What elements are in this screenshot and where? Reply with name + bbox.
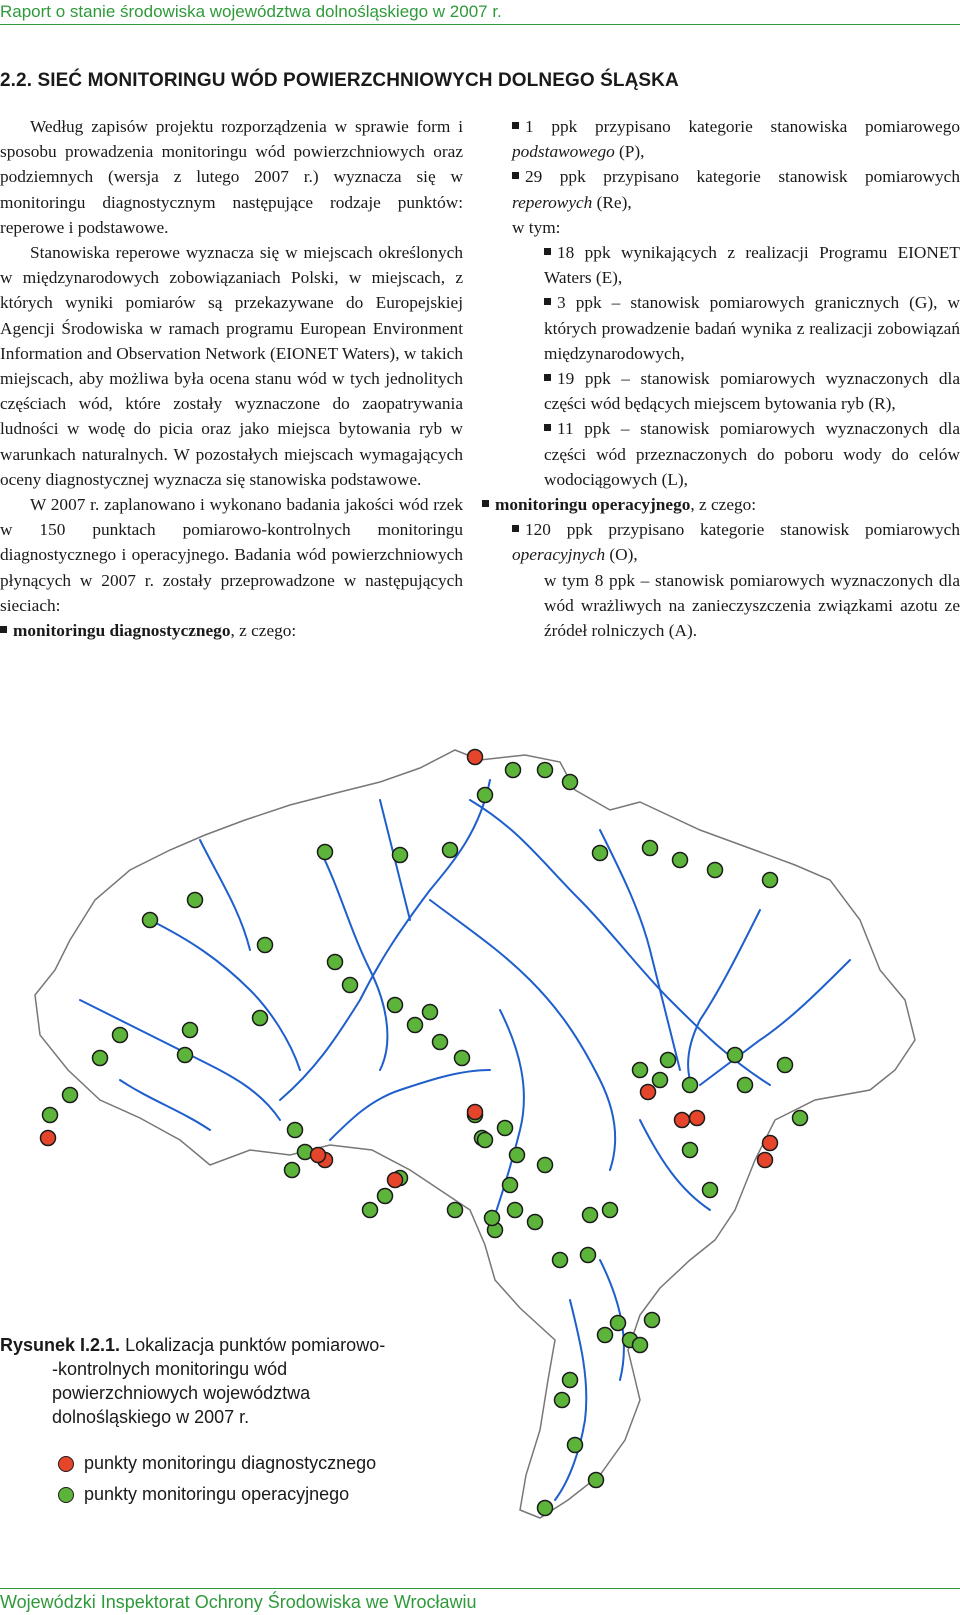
- operational-point: [589, 1473, 604, 1488]
- bullet-diagnostic-monitoring: [0, 618, 463, 643]
- bullet-basic-code: (P),: [614, 142, 645, 162]
- legend-operational-label: punkty monitoringu operacyjnego: [84, 1484, 350, 1504]
- bullet-operational-text: 120 ppk przypisano kategorie stanowisk pomiarowych: [525, 520, 960, 540]
- river: [640, 1120, 710, 1210]
- bullet-square-icon: [512, 525, 519, 532]
- operational-point: [285, 1163, 300, 1178]
- sub-bullet-water-supply: [500, 416, 960, 492]
- operational-point: [188, 893, 203, 908]
- bullet-square-icon: [512, 122, 519, 129]
- operational-point: [288, 1123, 303, 1138]
- sub-bullet-water-supply-text: 11 ppk – stanowisk pomiarowych wyznaczonych dla części wód przeznaczonych do poboru wody do celów wodociągowych (L),: [544, 419, 960, 489]
- operational-point: [645, 1313, 660, 1328]
- operational-point: [603, 1203, 618, 1218]
- operational-point: [443, 843, 458, 858]
- bullet-square-icon: [544, 248, 551, 255]
- operational-point: [506, 763, 521, 778]
- operational-point: [448, 1203, 463, 1218]
- operational-point: [598, 1328, 613, 1343]
- left-column: [0, 114, 463, 643]
- in-which-label: w tym:: [512, 217, 561, 237]
- operational-point: [633, 1063, 648, 1078]
- operational-point: [683, 1078, 698, 1093]
- bullet-square-icon: [544, 374, 551, 381]
- river: [120, 1080, 210, 1130]
- operational-point: [258, 938, 273, 953]
- operational-point: [343, 978, 358, 993]
- diagnostic-point: [468, 750, 483, 765]
- sub-bullet-eionet-text: 18 ppk wynikających z realizacji Programu EIONET Waters (E),: [544, 243, 960, 288]
- operational-point: [43, 1108, 58, 1123]
- operational-point: [503, 1178, 518, 1193]
- running-footer: Wojewódzki Inspektorat Ochrony Środowiska we Wrocławiu: [0, 1592, 477, 1612]
- operational-point: [555, 1393, 570, 1408]
- bullet-operational-monitoring: [482, 492, 960, 517]
- bullet-square-icon: [544, 424, 551, 431]
- operational-point: [661, 1053, 676, 1068]
- operational-point: [253, 1011, 268, 1026]
- diagnostic-point: [468, 1105, 483, 1120]
- right-column: [495, 114, 960, 643]
- operational-point: [633, 1338, 648, 1353]
- operational-point: [143, 913, 158, 928]
- operational-point: [378, 1189, 393, 1204]
- monitoring-map-graphic: [0, 740, 960, 1570]
- operational-point: [363, 1203, 378, 1218]
- bullet-basic-emphasis: podstawowego: [512, 142, 615, 162]
- map-legend: [58, 1448, 376, 1510]
- operational-point: [388, 998, 403, 1013]
- operational-point: [643, 841, 658, 856]
- operational-point: [408, 1018, 423, 1033]
- bullet-operational-title: monitoringu operacyjnego: [495, 495, 691, 515]
- operational-point: [683, 1143, 698, 1158]
- operational-point: [178, 1048, 193, 1063]
- bullet-reference-text: 29 ppk przypisano kategorie stanowisk pomiarowych: [525, 167, 960, 187]
- bullet-square-icon: [544, 298, 551, 305]
- operational-point: [508, 1203, 523, 1218]
- legend-diagnostic-label: punkty monitoringu diagnostycznego: [84, 1453, 377, 1473]
- operational-point: [433, 1035, 448, 1050]
- operational-point: [763, 873, 778, 888]
- bullet-reference-sites: [500, 164, 960, 214]
- operational-point: [568, 1438, 583, 1453]
- operational-point: [538, 1158, 553, 1173]
- river: [330, 1070, 490, 1140]
- operational-point: [793, 1111, 808, 1126]
- operational-point: [563, 1373, 578, 1388]
- bullet-square-icon: [482, 500, 489, 507]
- river: [600, 830, 680, 1070]
- sub-bullet-border-text: 3 ppk – stanowisk pomiarowych granicznych (G), w których prowadzenie badań wynika z realizacji zobowiązań międzynarodowych,: [544, 293, 960, 363]
- bullet-diagnostic-title: monitoringu diagnostycznego: [13, 621, 231, 641]
- operational-point: [498, 1121, 513, 1136]
- operational-point: [778, 1058, 793, 1073]
- operational-point: [93, 1051, 108, 1066]
- legend-item-operational: [58, 1479, 376, 1510]
- operational-nitrate-note: w tym 8 ppk – stanowisk pomiarowych wyznaczonych dla wód wrażliwych na zanieczyszczenia związkami azotu ze źródeł rolniczych (A).: [544, 570, 960, 641]
- paragraph-2007-survey: W 2007 r. zaplanowano i wykonano badania jakości wód rzek w 150 punktach pomiarowo-kontrolnych monitoringu diagnostycznego i operacyjnego. Badania wód powierzchniowych płynących w 2007 r. zostały przeprowadzone w następujących sieciach:: [0, 495, 463, 615]
- sub-bullet-fish: [500, 366, 960, 416]
- bullet-square-icon: [512, 172, 519, 179]
- running-header: Raport o stanie środowiska województwa dolnośląskiego w 2007 r.: [0, 2, 502, 21]
- caption-line-2: -kontrolnych monitoringu wód: [52, 1359, 288, 1379]
- header-rule: [0, 24, 960, 25]
- diagnostic-point: [311, 1148, 326, 1163]
- operational-point: [113, 1028, 128, 1043]
- sub-bullet-border: [500, 290, 960, 366]
- sub-bullet-eionet: [500, 240, 960, 290]
- operational-point: [485, 1211, 500, 1226]
- section-heading: 2.2. SIEĆ MONITORINGU WÓD POWIERZCHNIOWYCH DOLNEGO ŚLĄSKA: [0, 70, 679, 91]
- river: [200, 840, 250, 950]
- operational-point: [510, 1148, 525, 1163]
- paragraph-intro: Według zapisów projektu rozporządzenia w sprawie form i sposobu prowadzenia monitoringu wód powierzchniowych oraz podziemnych (wersja z lutego 2007 r.) wyznacza się w monitoringu diagnostycznym następujące rodzaje punktów: reperowe i podstawowe.: [0, 117, 463, 237]
- footer-rule: [0, 1588, 960, 1589]
- operational-point: [423, 1005, 438, 1020]
- operational-point: [478, 788, 493, 803]
- operational-point: [583, 1208, 598, 1223]
- diagnostic-point: [758, 1153, 773, 1168]
- bullet-reference-emphasis: reperowych: [512, 192, 593, 212]
- river: [700, 960, 850, 1085]
- bullet-diagnostic-suffix: , z czego:: [230, 621, 297, 641]
- bullet-reference-code: (Re),: [592, 192, 632, 212]
- bullet-basic-text: 1 ppk przypisano kategorie stanowiska pomiarowego: [525, 117, 960, 136]
- paragraph-reference-sites: Stanowiska reperowe wyznacza się w miejscach określonych w międzynarodowych zobowiązaniach Polski, w miejscach, z których wyniki pomiarów są przekazywane do Europejskiej Agencji Środowiska w ramach programu European Environment Information and Observation Network (EIONET Waters), w takich miejscach, aby możliwa była ocena stanu wód w tych jednolitych częściach wód, które zostały wyznaczone do zaopatrywania ludności w wodę do picia oraz jako miejsca bytowania ryb w warunkach naturalnych. W pozostałych miejscach wymagających oceny diagnostycznej wyznacza się stanowiska podstawowe.: [0, 243, 463, 489]
- operational-point: [611, 1316, 626, 1331]
- bullet-operational-code: (O),: [605, 545, 638, 565]
- operational-point: [703, 1183, 718, 1198]
- operational-point: [538, 1501, 553, 1516]
- caption-line-4: dolnośląskiego w 2007 r.: [52, 1407, 250, 1427]
- legend-diagnostic-dot-icon: [58, 1456, 74, 1472]
- operational-point: [738, 1078, 753, 1093]
- operational-point: [538, 763, 553, 778]
- diagnostic-point: [763, 1136, 778, 1151]
- bullet-basic-sites: [500, 114, 960, 164]
- diagnostic-point: [641, 1085, 656, 1100]
- operational-point: [653, 1073, 668, 1088]
- caption-line-1: Lokalizacja punktów pomiarowo-: [120, 1335, 386, 1355]
- river: [430, 900, 615, 1170]
- legend-operational-dot-icon: [58, 1487, 74, 1503]
- operational-point: [593, 846, 608, 861]
- bullet-operational-sites: [500, 517, 960, 567]
- operational-point: [728, 1048, 743, 1063]
- operational-point: [63, 1088, 78, 1103]
- operational-point: [318, 845, 333, 860]
- river: [470, 800, 770, 1085]
- operational-point: [183, 1023, 198, 1038]
- diagnostic-point: [675, 1113, 690, 1128]
- operational-point: [708, 863, 723, 878]
- bullet-operational-suffix: , z czego:: [690, 495, 757, 515]
- river: [150, 920, 300, 1070]
- bullet-square-icon: [0, 626, 7, 633]
- diagnostic-point: [690, 1111, 705, 1126]
- legend-item-diagnostic: [58, 1448, 376, 1479]
- operational-point: [673, 853, 688, 868]
- sub-bullet-fish-text: 19 ppk – stanowisk pomiarowych wyznaczonych dla części wód będących miejscem bytowania ryb (R),: [544, 369, 960, 414]
- river: [688, 910, 760, 1080]
- operational-point: [581, 1248, 596, 1263]
- operational-point: [563, 775, 578, 790]
- operational-point: [455, 1051, 470, 1066]
- caption-line-3: powierzchniowych województwa: [52, 1383, 311, 1403]
- monitoring-map: [0, 740, 960, 1570]
- figure-caption: [0, 1333, 420, 1429]
- bullet-operational-emphasis: operacyjnych: [512, 545, 606, 565]
- operational-point: [393, 848, 408, 863]
- diagnostic-point: [388, 1173, 403, 1188]
- operational-point: [328, 955, 343, 970]
- diagnostic-point: [41, 1131, 56, 1146]
- operational-point: [478, 1133, 493, 1148]
- caption-label: Rysunek I.2.1.: [0, 1335, 121, 1355]
- operational-point: [553, 1253, 568, 1268]
- operational-point: [528, 1215, 543, 1230]
